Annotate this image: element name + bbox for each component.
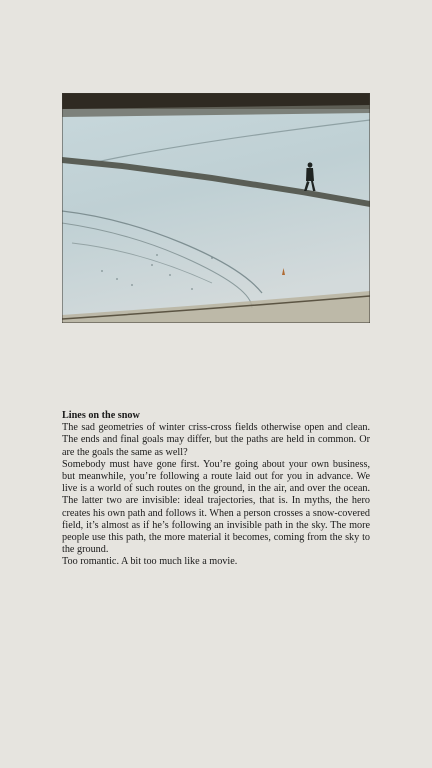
article-paragraph: The sad geometries of winter criss-cross fields otherwise open and clean. The ends and final goals may differ, but the paths are held in common. Or are the goals the same as well? xyxy=(62,422,370,458)
article-paragraph: Too romantic. A bit too much like a movie. xyxy=(62,556,238,568)
snow-field-photo xyxy=(62,93,370,323)
article-paragraph: Somebody must have gone first. You’re going about your own business, but meanwhile, you’re following a route laid out for you in advance. We live is a world of such routes on the ground, in the air, and over the ocean. The latter two are invisible: ideal trajectories, that is. In myths, the hero creates his own path and follows it. When a person crosses a snow-covered field, it’s almost as if he’s following an invisible path in the sky. The more people use this path, the more material it becomes, coming from the sky to the ground. xyxy=(62,458,370,556)
article-title: Lines on the snow xyxy=(62,410,140,421)
article xyxy=(62,410,370,569)
